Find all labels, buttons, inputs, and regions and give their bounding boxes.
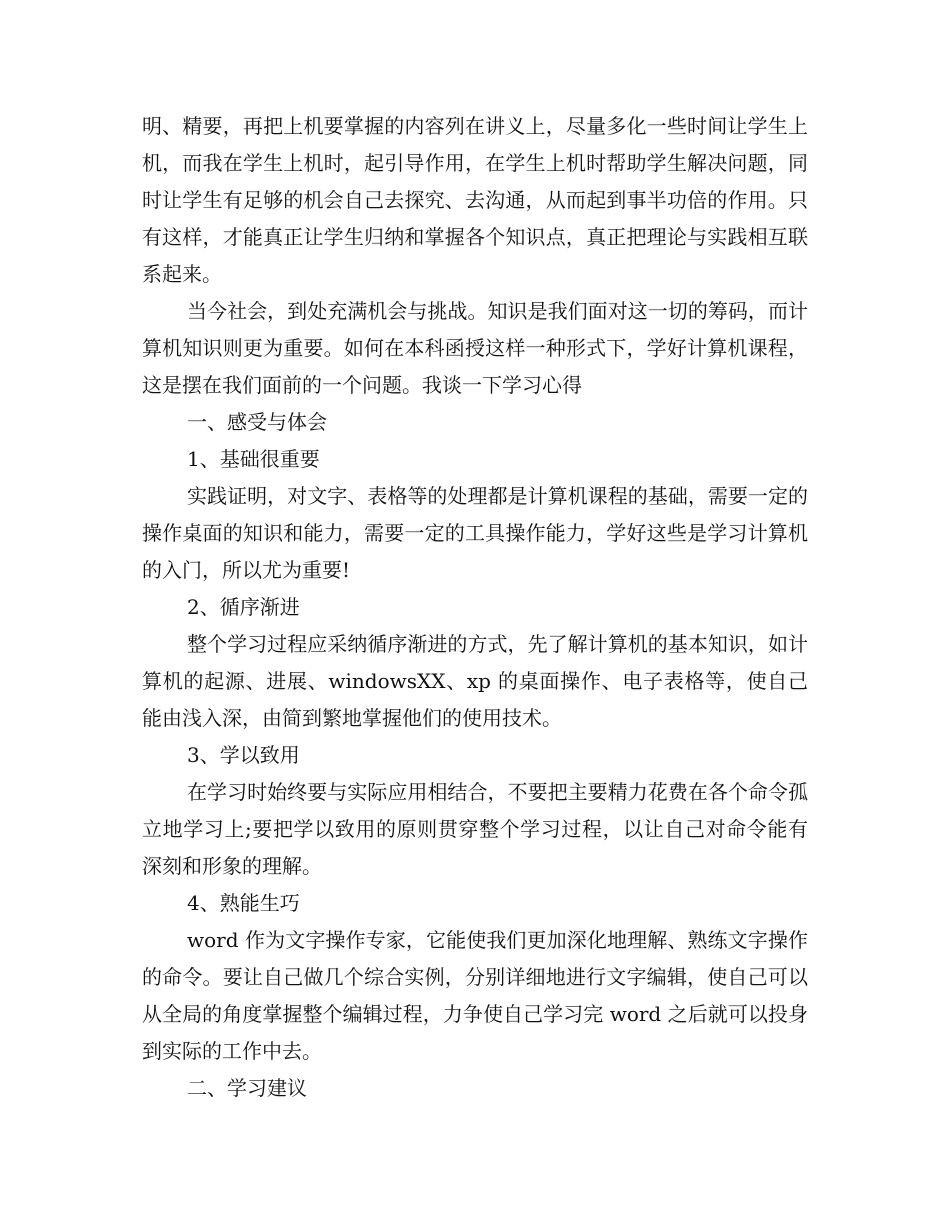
paragraph-intro: 当今社会，到处充满机会与挑战。知识是我们面对这一切的筹码，而计算机知识则更为重要。如何在本科函授这样一种形式下，学好计算机课程，这是摆在我们面前的一个问题。我谈一下学习心得 xyxy=(142,299,808,397)
subheading-apply: 3、学以致用 xyxy=(187,743,300,767)
paragraph-step-by-step: 整个学习过程应采纳循序渐进的方式，先了解计算机的基本知识，如计算机的起源、进展、windowsXX、xp 的桌面操作、电子表格等，使自己能由浅入深，由简到繁地掌握他们的使用技术。 xyxy=(142,632,808,730)
paragraph-basics: 实践证明，对文字、表格等的处理都是计算机课程的基础，需要一定的操作桌面的知识和能力，需要一定的工具操作能力，学好这些是学习计算机的入门，所以尤为重要! xyxy=(142,484,808,582)
subheading-basics: 1、基础很重要 xyxy=(187,447,320,471)
subheading-practice: 4、熟能生巧 xyxy=(187,891,300,915)
subheading-step-by-step: 2、循序渐进 xyxy=(187,595,300,619)
document-body xyxy=(142,108,808,1107)
paragraph-apply: 在学习时始终要与实际应用相结合，不要把主要精力花费在各个命令孤立地学习上;要把学以致用的原则贯穿整个学习过程，以让自己对命令能有深刻和形象的理解。 xyxy=(142,780,808,878)
paragraph-practice: word 作为文字操作专家，它能使我们更加深化地理解、熟练文字操作的命令。要让自己做几个综合实例，分别详细地进行文字编辑，使自己可以从全局的角度掌握整个编辑过程，力争使自己学习完 word 之后就可以投身到实际的工作中去。 xyxy=(142,928,808,1063)
section-heading-1: 一、感受与体会 xyxy=(187,410,327,434)
section-heading-2: 二、学习建议 xyxy=(187,1076,307,1100)
paragraph-continuation: 明、精要，再把上机要掌握的内容列在讲义上，尽量多化一些时间让学生上机，而我在学生上机时，起引导作用，在学生上机时帮助学生解决问题，同时让学生有足够的机会自己去探究、去沟通，从而起到事半功倍的作用。只有这样，才能真正让学生归纳和掌握各个知识点，真正把理论与实践相互联系起来。 xyxy=(142,114,808,286)
